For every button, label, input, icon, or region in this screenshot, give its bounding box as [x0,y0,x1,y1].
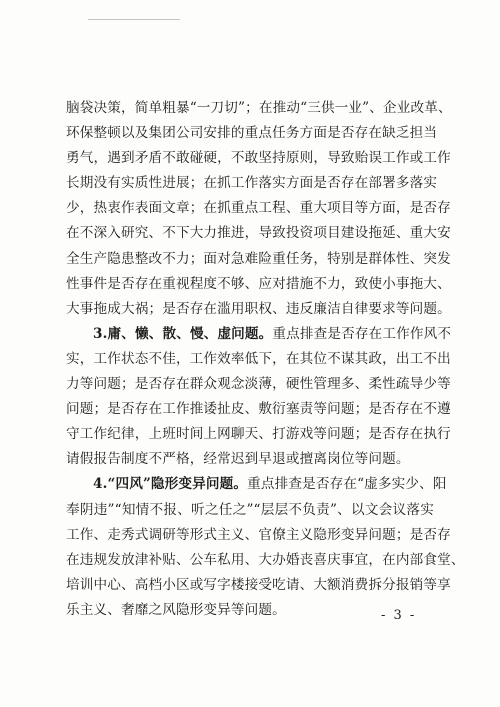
section-4-intro: 重点排查是否存在“虚多实少、阳 [247,476,447,493]
text-line: 少，热衷作表面文章；在抓重点工程、重大项目等方面，是否存 [66,200,451,217]
text-line: 性事件是否存在重视程度不够、应对措施不力，致使小事拖大、 [66,275,451,292]
text-line: 工作、走秀式调研等形式主义、官僚主义隐形变异问题；是否存 [66,526,451,543]
text-line: 实，工作状态不佳，工作效率低下，在其位不谋其政，出工不出 [66,350,451,367]
paragraph-1 [66,96,452,322]
section-4-first-line [66,472,447,497]
section-3 [66,322,452,473]
text-line: 奉阴违”“知情不报、听之任之”“层层不负责”、以文会议落实 [66,501,434,518]
text-line: 培训中心、高档小区或写字楼接受吃请、大额消费拆分报销等享 [66,576,451,593]
text-line: 在违规发放津补贴、公车私用、大办婚丧喜庆事宜，在内部食堂、 [66,551,465,568]
text-line: 脑袋决策，简单粗暴“一刀切”；在推动“三供一业”、企业改革、 [66,100,452,116]
text-line: 勇气，遇到矛盾不敢碰硬，不敢坚持原则，导致贻误工作或工作 [66,150,451,167]
text-line: 长期没有实质性进展；在抓工作落实方面是否存在部署多落实 [66,175,438,192]
text-line: 乐主义、奢靡之风隐形变异等问题。 [66,601,286,618]
section-3-heading: 3.庸、懒、散、慢、虚问题。 [93,325,273,342]
section-4-heading: 4.“四风”隐形变异问题。 [93,476,248,493]
text-line: 守工作纪律，上班时间上网聊天、打游戏等问题；是否存在执行 [66,426,451,443]
section-3-intro: 重点排查是否存在工作作风不 [272,325,452,342]
top-divider [88,19,180,20]
text-line: 在不深入研究、不下大力推进，导致投资项目建设拖延、重大安 [66,225,451,242]
section-3-first-line [66,322,452,347]
text-line: 力等问题；是否存在群众观念淡薄，硬性管理多、柔性疏导少等 [66,376,451,393]
section-4 [66,472,465,623]
page-number: - 3 - [381,608,417,623]
text-line: 全生产隐患整改不力；面对急难险重任务，特别是群体性、突发 [66,250,451,267]
text-line: 问题；是否存在工作推诿扯皮、敷衍塞责等问题；是否存在不遵 [66,401,451,418]
text-line: 环保整顿以及集团公司安排的重点任务方面是否存在缺乏担当 [66,125,438,142]
text-line: 请假报告制度不严格，经常迟到早退或擅离岗位等问题。 [66,451,410,468]
document-body [66,96,465,623]
text-line: 大事拖成大祸；是否存在滥用职权、违反廉洁自律要求等问题。 [66,300,451,317]
